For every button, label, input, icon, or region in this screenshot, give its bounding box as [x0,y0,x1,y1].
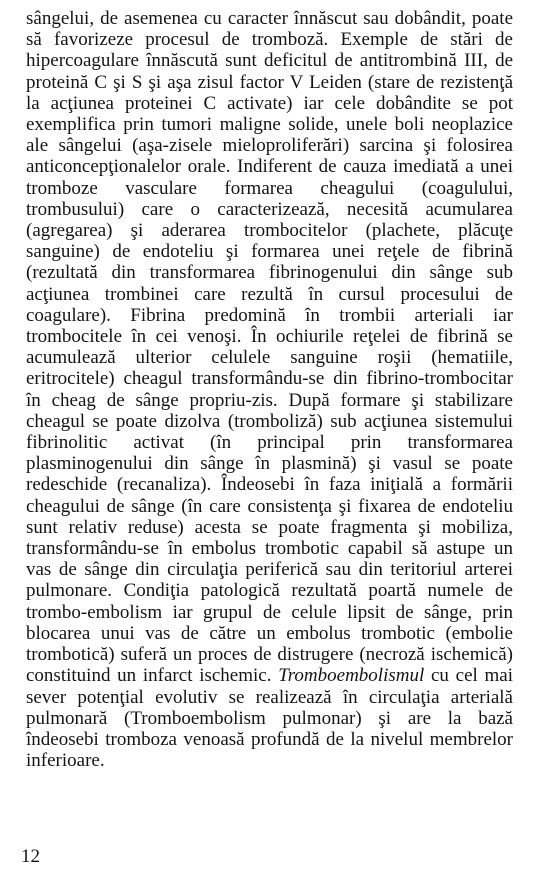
paragraph-closing-text: cu cel mai sever potenţial evolutiv se realizează în circulaţia arterială pulmonară (Tromboembolism pulmonar) şi are la bază îndeosebi tromboza venoasă profundă de la nivelul membrelor inferioare. [26,665,514,772]
page-number: 12 [21,846,40,867]
italic-term: Tromboembolismul [278,665,425,687]
body-text [26,8,513,771]
paragraph-main-text: sângelui, de asemenea cu caracter înnăscut sau dobândit, poate să favorizeze procesul de tromboză. Exemple de stări de hipercoagulare înnăscută sunt deficitul de antitrombină III, de proteină C şi S şi aşa zisul factor V Leiden (stare de rezistenţă la acţiunea proteinei C activate) iar cele dobândite se pot exemplifica prin tumori maligne solide, unele boli neoplazice ale sângelui (aşa-zisele mieloproliferări) sarcina şi folosirea anticoncepţionalelor orale. Indiferent de cauza imediată a unei tromboze vasculare formarea cheagului (coagulului, trombusului) care o caracterizează, necesită acumularea (agregarea) şi aderarea trombocitelor (plachete, plăcuţe sanguine) de endoteliu şi formarea unei reţele de fibrină (rezultată din transformarea fibrinogenului din sânge sub acţiunea trombinei care rezultă în cursul procesului de coagulare). Fibrina predomină în trombii arteriali iar trombocitele în cei venoşi. În ochiurile reţelei de fibrină se acumulează ulterior celulele sanguine roşii (hematiile, eritrocitele) cheagul transformându-se din fibrino-trombocitar în cheag de sânge propriu-zis. După formare şi stabilizare cheagul se poate dizolva (tromboliză) sub acţiunea sistemului fibrinolitic activat (în principal prin transformarea plasminogenului din sânge în plasmină) şi vasul se poate redeschide (recanaliza). Îndeosebi în faza iniţială a formării cheagului de sânge (în care consistenţa şi fixarea de endoteliu sunt relativ reduse) acesta se poate fragmenta şi mobiliza, transformându-se în embolus trombotic capabil să astupe un vas de sânge din circulaţia periferică sau din teritoriul arterei pulmonare. Condiţia patologică rezultată poartă numele de trombo-embolism iar grupul de celule lipsit de sânge, prin blocarea unui vas de către un embolus trombotic (embolie trombotică) suferă un proces de distrugere (necroză ischemică) constituind un infarct ischemic. [26,8,513,687]
paragraph [26,8,513,771]
